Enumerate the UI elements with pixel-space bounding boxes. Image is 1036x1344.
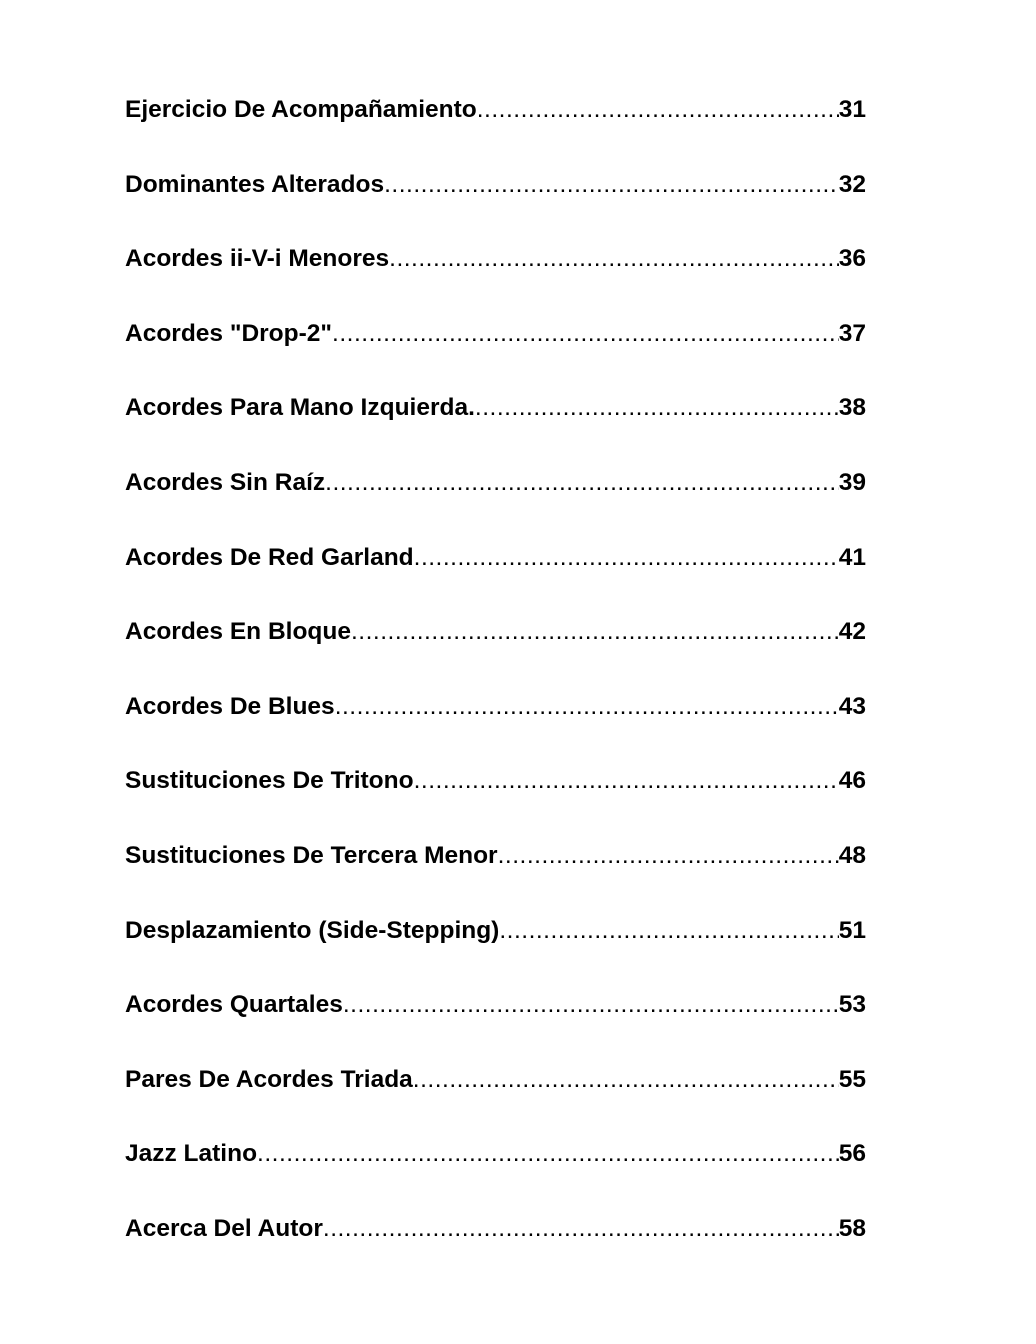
dot-leader (323, 1215, 839, 1243)
dot-leader (499, 917, 838, 945)
toc-entry-page: 46 (838, 767, 866, 795)
toc-entry-page: 56 (838, 1140, 866, 1168)
toc-entry-page: 32 (838, 170, 866, 198)
toc-entry[interactable] (125, 991, 866, 1066)
dot-leader (332, 320, 839, 348)
toc-entry-title: Ejercicio De Acompañamiento (125, 96, 477, 123)
toc-entry[interactable] (125, 96, 866, 171)
toc-entry-page: 53 (838, 991, 866, 1019)
toc-entry-title: Acordes ii-V-i Menores (125, 245, 390, 273)
toc-entry-page: 36 (838, 245, 866, 273)
dot-leader (475, 394, 839, 422)
toc-entry-title: Acordes "Drop-2" (125, 319, 333, 347)
toc-entry-title: Acordes Para Mano Izquierda. (125, 394, 475, 422)
toc-entry[interactable] (125, 842, 866, 917)
toc-entry[interactable] (125, 693, 866, 768)
table-of-contents (125, 96, 866, 1290)
toc-entry-page: 55 (838, 1065, 866, 1093)
toc-entry[interactable] (125, 469, 866, 544)
toc-entry[interactable] (125, 245, 866, 320)
toc-entry-title: Acordes En Bloque (125, 618, 351, 646)
toc-entry-page: 38 (838, 394, 866, 422)
toc-entry-title: Acerca Del Autor (125, 1214, 323, 1242)
dot-leader (384, 171, 839, 199)
dot-leader (343, 991, 839, 1019)
toc-entry-title: Desplazamiento (Side-Stepping) (125, 916, 500, 944)
toc-entry-page: 48 (838, 841, 866, 869)
toc-entry-page: 37 (838, 319, 866, 347)
toc-entry[interactable] (125, 618, 866, 693)
toc-entry-title: Sustituciones De Tritono (125, 767, 414, 795)
toc-entry[interactable] (125, 1215, 866, 1290)
toc-entry-title: Acordes Sin Raíz (125, 468, 326, 496)
dot-leader (335, 693, 839, 721)
dot-leader (413, 1066, 839, 1094)
toc-entry[interactable] (125, 544, 866, 619)
toc-entry[interactable] (125, 917, 866, 992)
toc-entry-page: 41 (838, 543, 866, 571)
toc-entry-page: 58 (838, 1214, 866, 1242)
toc-entry-page: 39 (838, 468, 866, 496)
toc-entry[interactable] (125, 767, 866, 842)
dot-leader (414, 544, 839, 572)
toc-entry-title: Acordes De Red Garland (125, 543, 414, 571)
toc-entry[interactable] (125, 320, 866, 395)
toc-entry-page: 51 (838, 916, 866, 944)
toc-entry[interactable] (125, 1140, 866, 1215)
toc-entry-title: Acordes De Blues (125, 692, 335, 720)
dot-leader (389, 245, 839, 273)
dot-leader (351, 618, 839, 646)
toc-entry[interactable] (125, 394, 866, 469)
toc-entry-title: Pares De Acordes Triada (125, 1065, 413, 1093)
toc-entry[interactable] (125, 171, 866, 246)
dot-leader (257, 1140, 839, 1168)
toc-entry[interactable] (125, 1066, 866, 1141)
toc-entry-title: Jazz Latino (125, 1140, 258, 1168)
dot-leader (414, 767, 839, 795)
dot-leader (498, 842, 839, 870)
toc-entry-title: Sustituciones De Tercera Menor (125, 841, 498, 869)
toc-entry-title: Dominantes Alterados (125, 170, 385, 198)
toc-entry-page: 31 (838, 96, 866, 123)
toc-entry-title: Acordes Quartales (125, 991, 343, 1019)
toc-entry-page: 42 (838, 618, 866, 646)
dot-leader (477, 96, 839, 124)
toc-entry-page: 43 (838, 692, 866, 720)
dot-leader (325, 469, 839, 497)
